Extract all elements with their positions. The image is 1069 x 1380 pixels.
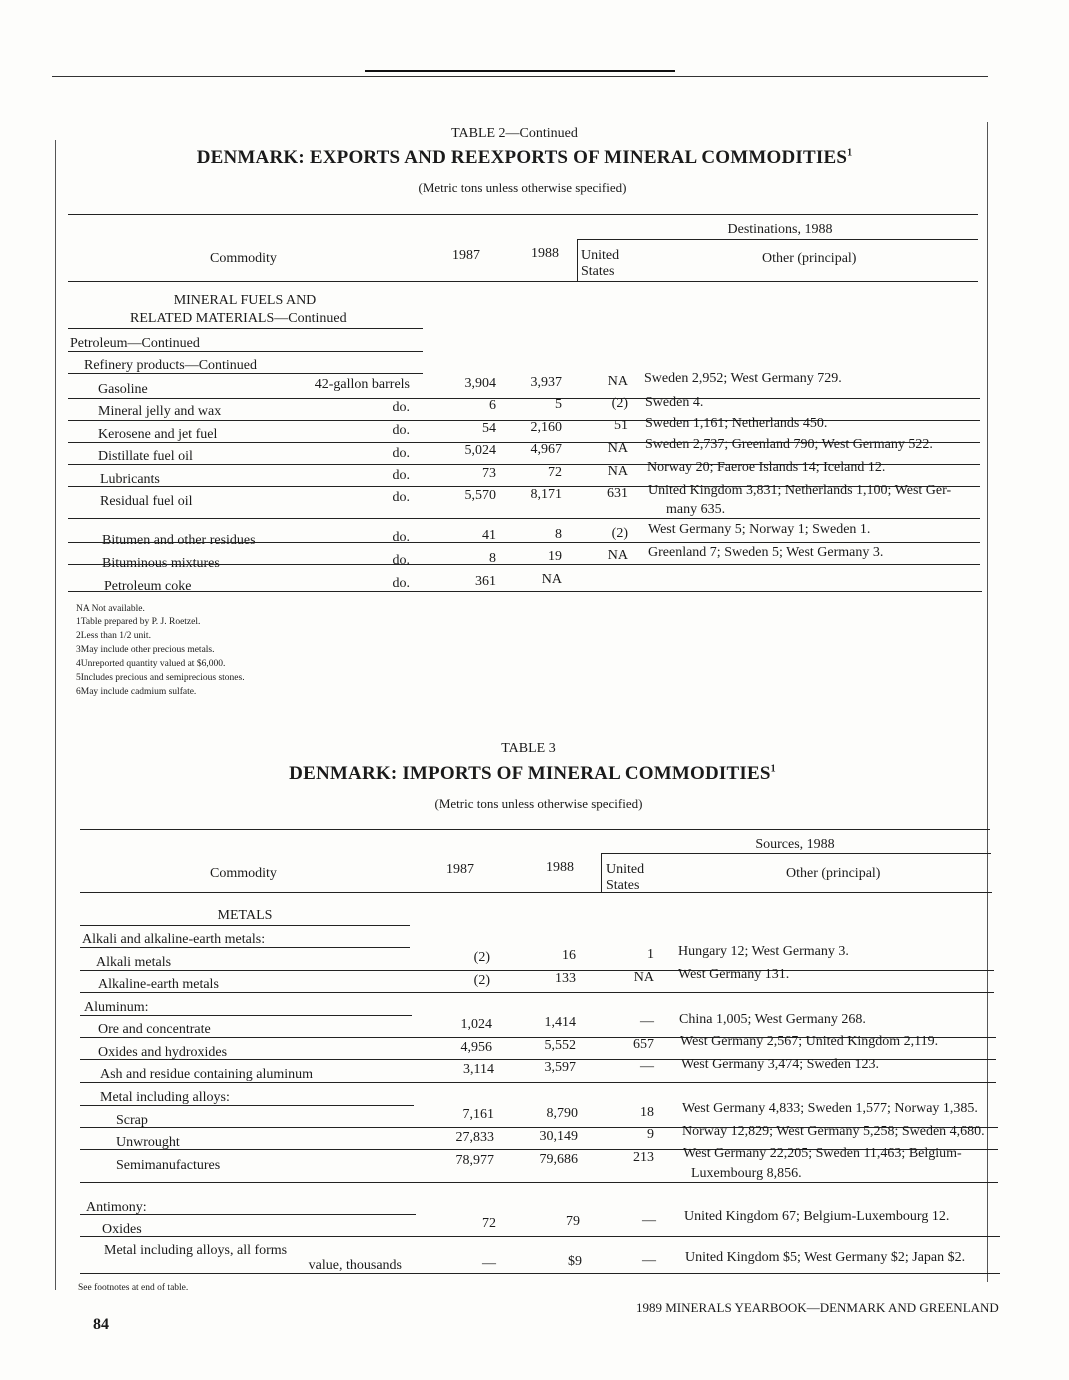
unit: do. — [392, 490, 410, 505]
table2-section-2: RELATED MATERIALS—Continued — [130, 311, 347, 326]
value-us: 18 — [640, 1105, 654, 1120]
value-1987: 361 — [475, 574, 496, 589]
value-us: NA — [607, 374, 628, 389]
commodity-name: Oxides — [102, 1222, 142, 1237]
table3-header-rule-top — [80, 829, 990, 830]
table2-commodity-header: Commodity — [210, 251, 277, 266]
table2-group-petroleum: Petroleum—Continued — [70, 336, 200, 351]
commodity-name: Alkali metals — [96, 955, 172, 970]
unit: do. — [392, 400, 410, 415]
table2-subtitle: (Metric tons unless otherwise specified) — [418, 180, 627, 195]
footnote: 1Table prepared by P. J. Roetzel. — [76, 617, 201, 627]
commodity-name: Ash and residue containing aluminum — [100, 1067, 314, 1082]
value-1988: 79,686 — [539, 1152, 578, 1167]
unit: do. — [392, 576, 410, 591]
value-us: — — [642, 1253, 656, 1268]
commodity-name: Residual fuel oil — [100, 494, 193, 509]
table2-1988-header: 1988 — [531, 246, 559, 261]
value-1987: 54 — [482, 421, 496, 436]
other-principal: Greenland 7; Sweden 5; West Germany 3. — [648, 545, 884, 560]
footnote: 3May include other precious metals. — [76, 645, 215, 655]
rule — [80, 1105, 414, 1106]
rule — [68, 591, 982, 592]
value-us: NA — [607, 548, 628, 563]
other-principal: Norway 12,829; West Germany 5,258; Sweden 4,680. — [682, 1124, 985, 1139]
table2-us-header: United States — [581, 248, 620, 279]
table2-group-refinery: Refinery products—Continued — [84, 358, 258, 373]
value-1988: 4,967 — [530, 442, 562, 457]
commodity-name: Kerosene and jet fuel — [98, 427, 218, 442]
page-number: 84 — [93, 1316, 109, 1333]
value-1988: 133 — [555, 971, 576, 986]
table3-src-rule — [601, 853, 991, 854]
rule — [80, 1015, 412, 1016]
commodity-name: Gasoline — [98, 382, 148, 397]
unit: do. — [392, 423, 410, 438]
rule — [80, 1273, 1000, 1274]
other-principal: Hungary 12; West Germany 3. — [678, 944, 849, 959]
footnote: 6May include cadmium sulfate. — [76, 687, 197, 697]
value-1988: 79 — [566, 1214, 580, 1229]
rule — [80, 1182, 998, 1183]
value-1987: 3,114 — [463, 1062, 494, 1077]
table2-header-rule-top — [68, 214, 978, 215]
table2-1987-header: 1987 — [452, 248, 480, 263]
unit: 42-gallon barrels — [314, 377, 410, 392]
value-us: NA — [607, 464, 628, 479]
footnote: NA Not available. — [76, 604, 145, 614]
value-1988: $9 — [568, 1254, 582, 1269]
table3-other-header: Other (principal) — [786, 866, 881, 881]
value-1988: 8,790 — [546, 1106, 578, 1121]
other-principal: West Germany 3,474; Sweden 123. — [681, 1057, 879, 1072]
value-1987: 27,833 — [455, 1130, 494, 1145]
other-principal: Sweden 2,737; Greenland 790; West Germany 522. — [645, 437, 933, 452]
value-1987: 41 — [482, 528, 496, 543]
rule — [68, 564, 980, 565]
table2-dest-rule — [577, 239, 978, 240]
value-us: NA — [607, 441, 628, 456]
rule — [68, 373, 423, 374]
unit: do. — [392, 468, 410, 483]
footnote: 5Includes precious and semiprecious stones. — [76, 673, 245, 683]
value-us: 1 — [647, 947, 654, 962]
rule — [80, 947, 410, 948]
commodity-name: Lubricants — [100, 472, 160, 487]
table3-commodity-header: Commodity — [210, 866, 277, 881]
value-us: 657 — [633, 1037, 654, 1052]
table3-header-rule-bottom — [80, 892, 992, 893]
value-1988: NA — [541, 572, 562, 587]
value-1987: 4,956 — [460, 1040, 492, 1055]
commodity-name: Unwrought — [116, 1135, 180, 1150]
value-1988: 2,160 — [530, 420, 562, 435]
table2-us-divider — [577, 239, 578, 281]
table3-group-aluminum: Aluminum: — [84, 1000, 149, 1015]
rule — [68, 518, 980, 519]
commodity-name: Ore and concentrate — [98, 1022, 211, 1037]
value-1987: — — [482, 1256, 496, 1271]
value-1988: 8,171 — [530, 487, 562, 502]
margin-bar-right — [987, 122, 988, 1282]
rule — [68, 351, 423, 352]
other-principal: United Kingdom $5; West Germany $2; Japan $2. — [685, 1250, 966, 1265]
other-principal: Sweden 2,952; West Germany 729. — [644, 371, 842, 386]
table3-1987-header: 1987 — [446, 862, 474, 877]
commodity-name: Bitumen and other residues — [102, 533, 256, 548]
rule — [80, 1236, 1000, 1237]
unit: do. — [392, 446, 410, 461]
value-1987: (2) — [473, 973, 490, 988]
commodity-name: Oxides and hydroxides — [98, 1045, 228, 1060]
other-principal: West Germany 5; Norway 1; Sweden 1. — [648, 522, 871, 537]
value-1987: 3,904 — [464, 376, 496, 391]
table2-section: MINERAL FUELS AND — [173, 293, 317, 308]
value-1987: (2) — [473, 950, 490, 965]
other-principal: China 1,005; West Germany 268. — [679, 1012, 866, 1027]
rule — [80, 1214, 416, 1215]
value-1988: 3,937 — [530, 375, 562, 390]
value-1988: 3,597 — [544, 1060, 576, 1075]
value-us: (2) — [611, 526, 628, 541]
value-1987: 6 — [489, 398, 496, 413]
footnote: 2Less than 1/2 unit. — [76, 631, 151, 641]
commodity-name: Scrap — [116, 1113, 148, 1128]
rule — [80, 925, 410, 926]
table2-label: TABLE 2—Continued — [451, 126, 578, 141]
rule — [80, 1082, 996, 1083]
other-principal: West Germany 4,833; Sweden 1,577; Norway 1,385. — [682, 1101, 978, 1116]
table3-title: DENMARK: IMPORTS OF MINERAL COMMODITIES$^1$ — [289, 763, 776, 784]
table3-1988-header: 1988 — [546, 860, 574, 875]
value-us: 213 — [633, 1150, 654, 1165]
value-1988: 19 — [548, 549, 562, 564]
unit: do. — [392, 530, 410, 545]
rule — [80, 992, 994, 993]
value-1987: 5,024 — [464, 443, 496, 458]
value-1988: 8 — [555, 527, 562, 542]
value-us: NA — [633, 970, 654, 985]
other-principal: United Kingdom 3,831; Netherlands 1,100; West Ger- — [648, 483, 952, 498]
other-principal-cont: Luxembourg 8,856. — [691, 1166, 802, 1181]
commodity-name: Petroleum coke — [104, 579, 192, 594]
value-1988: 5,552 — [544, 1038, 576, 1053]
value-us: 631 — [607, 486, 628, 501]
table3-group-antimony: Antimony: — [86, 1200, 147, 1215]
other-principal: Sweden 1,161; Netherlands 450. — [645, 416, 828, 431]
table3-us-divider — [601, 853, 602, 893]
value-1988: 16 — [562, 948, 576, 963]
commodity-name: Alkaline-earth metals — [98, 977, 219, 992]
value-us: — — [640, 1014, 654, 1029]
other-principal: West Germany 22,205; Sweden 11,463; Belgium- — [683, 1146, 962, 1161]
value-1988: 30,149 — [539, 1129, 578, 1144]
top-rule-thick — [365, 70, 675, 72]
rule — [68, 542, 980, 543]
value-1987: 5,570 — [464, 488, 496, 503]
table3-subtitle: (Metric tons unless otherwise specified) — [434, 796, 643, 811]
unit: value, thousands — [308, 1258, 402, 1273]
running-title: 1989 MINERALS YEARBOOK—DENMARK AND GREENLAND — [636, 1300, 999, 1315]
commodity-name: Distillate fuel oil — [98, 449, 193, 464]
top-rule — [52, 76, 988, 77]
table3-group-alkali: Alkali and alkaline-earth metals: — [82, 932, 266, 947]
see-footnotes: See footnotes at end of table. — [78, 1283, 189, 1293]
other-principal: Sweden 4. — [645, 395, 704, 410]
commodity-name: Mineral jelly and wax — [98, 404, 222, 419]
table2-header-rule-bottom — [68, 281, 978, 282]
value-1987: 8 — [489, 551, 496, 566]
table3-group-metal-alloys: Metal including alloys: — [100, 1090, 230, 1105]
commodity-name: Metal including alloys, all forms — [104, 1243, 288, 1258]
value-1987: 73 — [482, 466, 496, 481]
other-principal-cont: many 635. — [666, 502, 726, 517]
value-us: 9 — [647, 1127, 654, 1142]
margin-bar-left — [55, 140, 56, 1290]
table3-section: METALS — [217, 908, 273, 923]
value-1988: 1,414 — [544, 1015, 576, 1030]
unit: do. — [392, 553, 410, 568]
other-principal: West Germany 131. — [678, 967, 790, 982]
table2-other-header: Other (principal) — [762, 251, 857, 266]
table3-label: TABLE 3 — [501, 741, 556, 756]
value-1987: 78,977 — [455, 1153, 494, 1168]
table3-us-header: United States — [606, 862, 645, 893]
footnote: 4Unreported quantity valued at $6,000. — [76, 659, 226, 669]
value-us: (2) — [611, 396, 628, 411]
value-us: — — [640, 1059, 654, 1074]
value-1988: 72 — [548, 465, 562, 480]
table3-sources-header: Sources, 1988 — [755, 837, 835, 852]
value-1987: 72 — [482, 1216, 496, 1231]
commodity-name: Bituminous mixtures — [102, 556, 220, 571]
other-principal: West Germany 2,567; United Kingdom 2,119. — [680, 1034, 939, 1049]
value-us: 51 — [614, 418, 628, 433]
rule — [68, 328, 423, 329]
value-1987: 7,161 — [462, 1107, 494, 1122]
other-principal: Norway 20; Faeroe Islands 14; Iceland 12. — [647, 460, 886, 475]
value-1988: 5 — [555, 397, 562, 412]
commodity-name: Semimanufactures — [116, 1158, 221, 1173]
table2-destinations-header: Destinations, 1988 — [727, 222, 833, 237]
table2-title: DENMARK: EXPORTS AND REEXPORTS OF MINERAL COMMODITIES$^1$ — [196, 147, 853, 168]
value-1987: 1,024 — [460, 1017, 492, 1032]
other-principal: United Kingdom 67; Belgium-Luxembourg 12. — [684, 1209, 950, 1224]
value-us: — — [642, 1213, 656, 1228]
